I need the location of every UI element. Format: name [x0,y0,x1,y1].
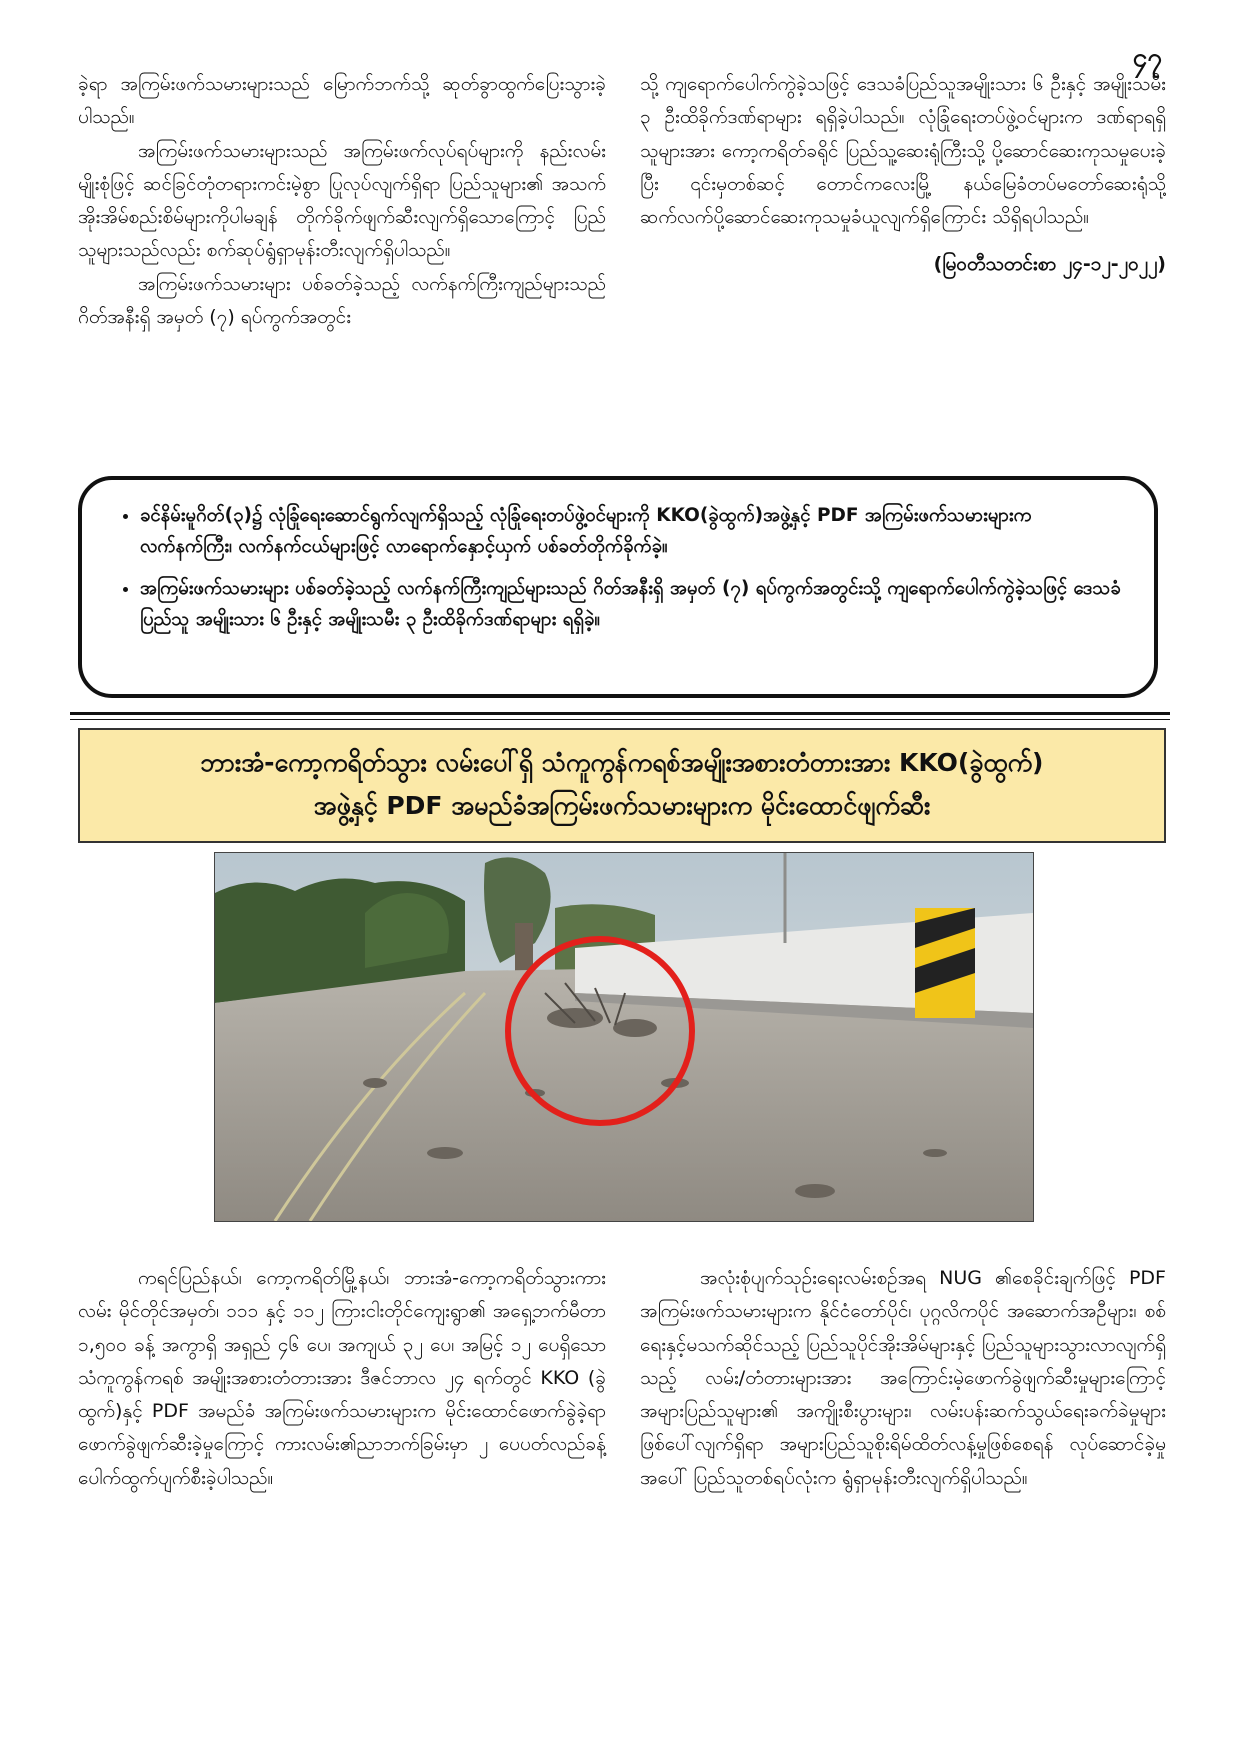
headline-line: ဘားအံ-ကော့ကရိတ်သွား လမ်းပေါ်ရှိ သံကူကွန်ကရစ်အမျိုးအစားတံတားအား KKO(ခွဲထွက်) [200,748,1044,777]
headline-line: အဖွဲ့နှင့် PDF အမည်ခံအကြမ်းဖက်သမားများက မိုင်းထောင်ဖျက်ဆီး [313,790,931,820]
paragraph: အလုံးစုံပျက်သုဉ်းရေးလမ်းစဉ်အရ NUG ၏စေခိုင်းချက်ဖြင့် PDF အကြမ်းဖက်သမားများက နိုင်ငံတော်ပိုင်၊ ပုဂ္ဂလိကပိုင် အဆောက်အဦများ၊ စစ်ရေးနှင့်မသက်ဆိုင်သည့် ပြည်သူပိုင်အိုးအိမ်များနှင့် ပြည်သူများသွားလာလျက်ရှိသည့် လမ်း/တံတားများအား အကြောင်းမဲ့ဖောက်ခွဲဖျက်ဆီးမှုများကြောင့် အများပြည်သူများ၏ အကျိုးစီးပွားများ၊ လမ်းပန်းဆက်သွယ်ရေးခက်ခဲမှုများဖြစ်ပေါ်လျက်ရှိရာ အများပြည်သူစိုးရိမ်ထိတ်လန့်မှုဖြစ်စေရန် လုပ်ဆောင်ခဲ့မှုအပေါ် ပြည်သူတစ်ရပ်လုံးက ရွံရှာမုန်းတီးလျက်ရှိပါသည်။ [640,1267,1166,1489]
article-top-left-column [78,68,606,334]
paragraph: ကရင်ပြည်နယ်၊ ကော့ကရိတ်မြို့နယ်၊ ဘားအံ-ကော့ကရိတ်သွားကားလမ်း မိုင်တိုင်အမှတ်၊ ၁၁၁ နှင့် ၁၁၂ ကြားငါးတိုင်ကျေးရွာ၏ အရှေ့ဘက်မီတာ ၁,၅၀၀ ခန့် အကွာရှိ အရှည် ၄၆ ပေ၊ အကျယ် ၃၂ ပေ၊ အမြင့် ၁၂ ပေရှိသော သံကူကွန်ကရစ် အမျိုးအစားတံတားအား ဒီဇင်ဘာလ ၂၄ ရက်တွင် KKO (ခွဲထွက်)နှင့် PDF အမည်ခံ အကြမ်းဖက်သမားများက မိုင်းထောင်ဖောက်ခွဲခဲ့ရာ ဖောက်ခွဲဖျက်ဆီးခဲ့မှုကြောင့် ကားလမ်း၏ညာဘက်ခြမ်းမှာ ၂ ပေပတ်လည်ခန့် ပေါက်ထွက်ပျက်စီးခဲ့ပါသည်။ [78,1267,606,1489]
section-divider [70,712,1170,715]
paragraph: သို့ ကျရောက်ပေါက်ကွဲခဲ့သဖြင့် ဒေသခံပြည်သူအမျိုးသား ၆ ဦးနှင့် အမျိုးသမီး ၃ ဦးထိခိုက်ဒဏ်ရာများ ရရှိခဲ့ပါသည်။ လုံခြုံရေးတပ်ဖွဲ့ဝင်များက ဒဏ်ရာရရှိသူများအား ကော့ကရိတ်ခရိုင် ပြည်သူ့ဆေးရုံကြီးသို့ ပို့ဆောင်ဆေးကုသမှုပေးခဲ့ပြီး ၎င်းမှတစ်ဆင့် တောင်ကလေးမြို့ နယ်မြေခံတပ်မတော်ဆေးရုံသို့ ဆက်လက်ပို့ဆောင်ဆေးကုသမှုခံယူလျက်ရှိကြောင်း သိရှိရပါသည်။ [640,73,1166,228]
paragraph: ခဲ့ရာ အကြမ်းဖက်သမားများသည် မြောက်ဘက်သို့ ဆုတ်ခွာထွက်ပြေးသွားခဲ့ပါသည်။ [78,73,606,129]
summary-bullet: • ခင်နိမ်းမူဂိတ်(၃)၌ လုံခြုံရေးဆောင်ရွက်လျက်ရှိသည့် လုံခြုံရေးတပ်ဖွဲ့ဝင်များကို KKO(ခွဲထွက်)အဖွဲ့နှင့် PDF အကြမ်းဖက်သမားများက လက်နက်ကြီး၊ လက်နက်ငယ်များဖြင့် လာရောက်နှောင့်ယှက် ပစ်ခတ်တိုက်ခိုက်ခဲ့။ [140,500,1128,563]
damaged-bridge-photo [214,852,1034,1222]
summary-list [112,500,1128,636]
news-source-citation: (မြဝတီသတင်းစာ ၂၄-၁၂-၂၀၂၂) [933,253,1166,276]
page-number: ၄၇ [1132,43,1162,73]
paragraph: အကြမ်းဖက်သမားများသည် အကြမ်းဖက်လုပ်ရပ်များကို နည်းလမ်းမျိုးစုံဖြင့် ဆင်ခြင်တုံတရားကင်းမဲ့စွာ ပြုလုပ်လျက်ရှိရာ ပြည်သူများ၏ အသက်အိုးအိမ်စည်းစိမ်များကိုပါမချန် တိုက်ခိုက်ဖျက်ဆီးလျက်ရှိသောကြောင့် ပြည်သူများသည်လည်း စက်ဆုပ်ရွံရှာမုန်းတီးလျက်ရှိပါသည်။ [78,139,606,262]
photo-illustration [215,853,1033,1221]
article-bottom-left-column [78,1262,606,1495]
headline-box [78,728,1166,843]
paragraph: အကြမ်းဖက်သမားများ ပစ်ခတ်ခဲ့သည့် လက်နက်ကြီးကျည်များသည် ဂိတ်အနီးရှိ အမှတ် (၇) ရပ်ကွက်အတွင်း [78,272,606,328]
summary-box [78,476,1158,698]
article-bottom-right-column [640,1262,1166,1495]
article-top-right-column [640,68,1166,282]
section-divider [70,719,1170,720]
summary-bullet: • အကြမ်းဖက်သမားများ ပစ်ခတ်ခဲ့သည့် လက်နက်ကြီးကျည်များသည် ဂိတ်အနီးရှိ အမှတ် (၇) ရပ်ကွက်အတွင်းသို့ ကျရောက်ပေါက်ကွဲခဲ့သဖြင့် ဒေသခံပြည်သူ အမျိုးသား ၆ ဦးနှင့် အမျိုးသမီး ၃ ဦးထိခိုက်ဒဏ်ရာများ ရရှိခဲ့။ [140,573,1128,636]
